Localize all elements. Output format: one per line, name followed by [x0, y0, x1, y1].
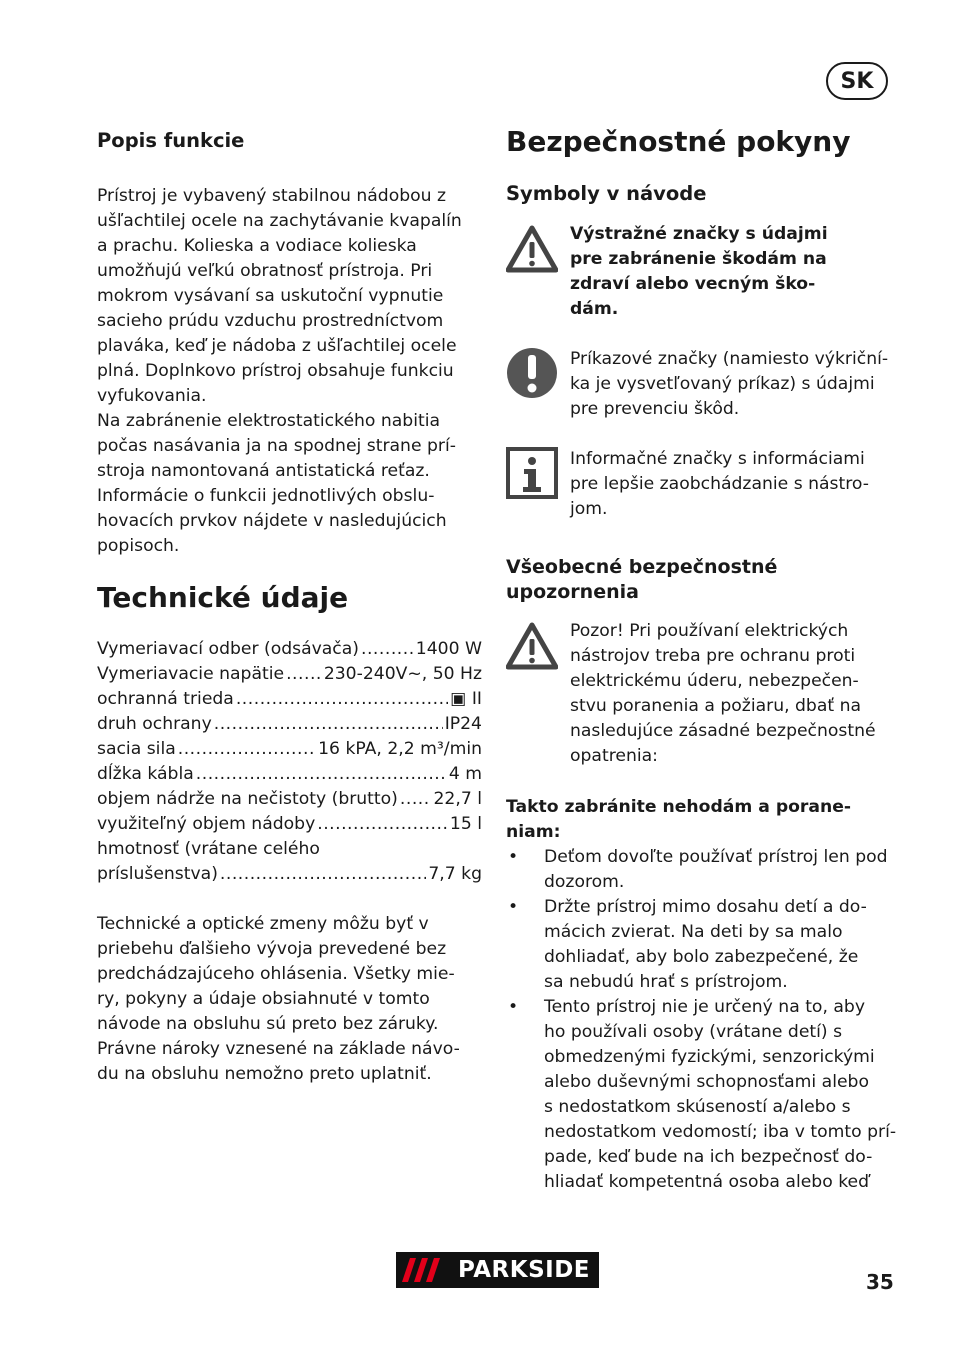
general-warning-text: Pozor! Pri používaní elektrických nástrojov treba pre ochranu proti elektrickému úderu, nebezpečen- stvu poranenia a požiaru, dbať na nasledujúce zásadné bezpečnostné opatrenia:	[570, 621, 876, 766]
spec-leader-dots	[236, 687, 448, 712]
spec-leader-dots	[196, 762, 447, 787]
bullet-text: Držte prístroj mimo dosahu detí a do- mácich zvierat. Na deti by sa malo dohliadať, aby bolo zabezpečené, že sa nebudú hrať s prístrojom.	[544, 897, 867, 992]
general-heading-text: Všeobecné bezpečnostné upozornenia	[506, 556, 778, 603]
spec-row	[97, 862, 482, 887]
left-column	[97, 128, 482, 1087]
parkside-logo	[396, 1252, 599, 1288]
symbol-command-text: Príkazové značky (namiesto výkriční- ka je vysvetľovaný príkaz) s údajmi pre prevenciu škôd.	[570, 349, 889, 419]
symbol-warning-text: Výstražné značky s údajmi pre zabránenie škodám na zdraví alebo vecným ško- dám.	[570, 224, 828, 319]
spec-row	[97, 812, 482, 837]
spec-label: druh ochrany	[97, 714, 212, 734]
tech-heading: Technické údaje	[97, 581, 349, 614]
spec-row	[97, 837, 482, 862]
spec-leader-dots	[220, 862, 426, 887]
page-number: 35	[866, 1270, 894, 1294]
language-badge: SK	[826, 62, 888, 100]
spec-leader-dots	[400, 787, 432, 812]
spec-label: sacia sila	[97, 739, 176, 759]
spec-label: Vymeriavacie napätie	[97, 664, 285, 684]
info-square-icon	[506, 447, 558, 499]
spec-row	[97, 637, 482, 662]
safety-heading: Bezpečnostné pokyny	[506, 125, 851, 158]
bullet-item	[506, 995, 901, 1195]
accidents-heading: Takto zabránite nehodám a porane- niam:	[506, 797, 852, 842]
spec-label: objem nádrže na nečistoty (brutto)	[97, 789, 398, 809]
spec-value: 7,7 kg	[428, 864, 482, 884]
spec-label: Vymeriavací odber (odsávača)	[97, 639, 359, 659]
symbol-info-row	[506, 447, 901, 522]
spec-value: 16 kPA, 2,2 m³/min	[318, 739, 482, 759]
general-warning-row	[506, 619, 901, 769]
symbols-heading: Symboly v návode	[506, 182, 707, 205]
spec-label: príslušenstva)	[97, 864, 218, 884]
bullet-dot: •	[508, 897, 519, 917]
spec-value: 230-240V~, 50 Hz	[323, 664, 482, 684]
spec-row	[97, 737, 482, 762]
symbol-warning-row	[506, 222, 901, 322]
spec-label: dĺžka kábla	[97, 764, 194, 784]
warning-triangle-icon	[506, 222, 558, 274]
spec-row	[97, 787, 482, 812]
spec-label: využiteľný objem nádoby	[97, 814, 316, 834]
spec-leader-dots	[361, 637, 414, 662]
exclamation-circle-icon	[506, 347, 558, 399]
bullet-dot: •	[508, 997, 519, 1017]
bullet-text: Deťom dovoľte používať prístroj len pod dozorom.	[544, 847, 888, 892]
general-heading	[506, 555, 901, 605]
spec-value: IP24	[444, 714, 482, 734]
spec-leader-dots	[214, 712, 443, 737]
bullet-item	[506, 895, 901, 995]
spec-value: 15 l	[449, 814, 482, 834]
bullet-dot: •	[508, 847, 519, 867]
spec-label: ochranná trieda	[97, 689, 234, 709]
spec-list	[97, 637, 482, 887]
spec-leader-dots	[178, 737, 316, 762]
spec-row	[97, 712, 482, 737]
popis-heading: Popis funkcie	[97, 129, 245, 152]
symbol-command-row	[506, 347, 901, 422]
changes-text: Technické a optické zmeny môžu byť v priebehu ďalšieho vývoja prevedené bez predchádzajúceho ohlásenia. Všetky mie- ry, pokyny a údaje obsiahnuté v tomto návode na obsluhu sú preto bez záruky. Právne nároky vznesené na základe návo- du na obsluhu nemožno preto uplatniť.	[97, 914, 460, 1084]
spec-label: hmotnosť (vrátane celého	[97, 839, 320, 859]
bullet-list	[506, 845, 901, 1195]
spec-row	[97, 762, 482, 787]
symbol-info-text: Informačné značky s informáciami pre lepšie zaobchádzanie s nástro- jom.	[570, 449, 869, 519]
bullet-text: Tento prístroj nie je určený na to, aby ho používali osoby (vrátane detí) s obmedzenými fyzickými, senzorickými alebo duševnými schopnosťami alebo s nedostatkom skúseností a/alebo s nedostatkom vedomostí; iba v tomto prí- pade, keď bude na ich bezpečnosť do- hliadať kompetentná osoba alebo keď	[544, 997, 897, 1192]
right-column	[506, 125, 901, 1195]
spec-value: 22,7 l	[433, 789, 482, 809]
warning-triangle-icon	[506, 619, 558, 671]
spec-row	[97, 662, 482, 687]
spec-value: 1400 W	[415, 639, 482, 659]
brand-slashes-icon	[396, 1252, 458, 1288]
spec-leader-dots	[317, 812, 448, 837]
bullet-item	[506, 845, 901, 895]
brand-name: PARKSIDE	[458, 1257, 591, 1283]
spec-row	[97, 687, 482, 712]
spec-value: 4 m	[448, 764, 482, 784]
spec-leader-dots	[286, 662, 322, 687]
popis-text: Prístroj je vybavený stabilnou nádobou z ušľachtilej ocele na zachytávanie kvapalín a prachu. Kolieska a vodiace kolieska umožňujú veľkú obratnosť prístroja. Pri mokrom vysávaní sa uskutoční vypnutie sacieho prúdu vzduchu prostredníctvom plaváka, keď je nádoba z ušľachtilej ocele plná. Doplnkovo prístroj obsahuje funkciu vyfukovania. Na zabránenie elektrostatického nabitia počas nasávania ja na spodnej strane prí- stroja namontovaná antistatická reťaz. Informácie o funkcii jednotlivých obslu- hovacích prvkov nájdete v nasledujúcich popisoch.	[97, 186, 462, 556]
spec-value: ▣ II	[450, 689, 482, 709]
